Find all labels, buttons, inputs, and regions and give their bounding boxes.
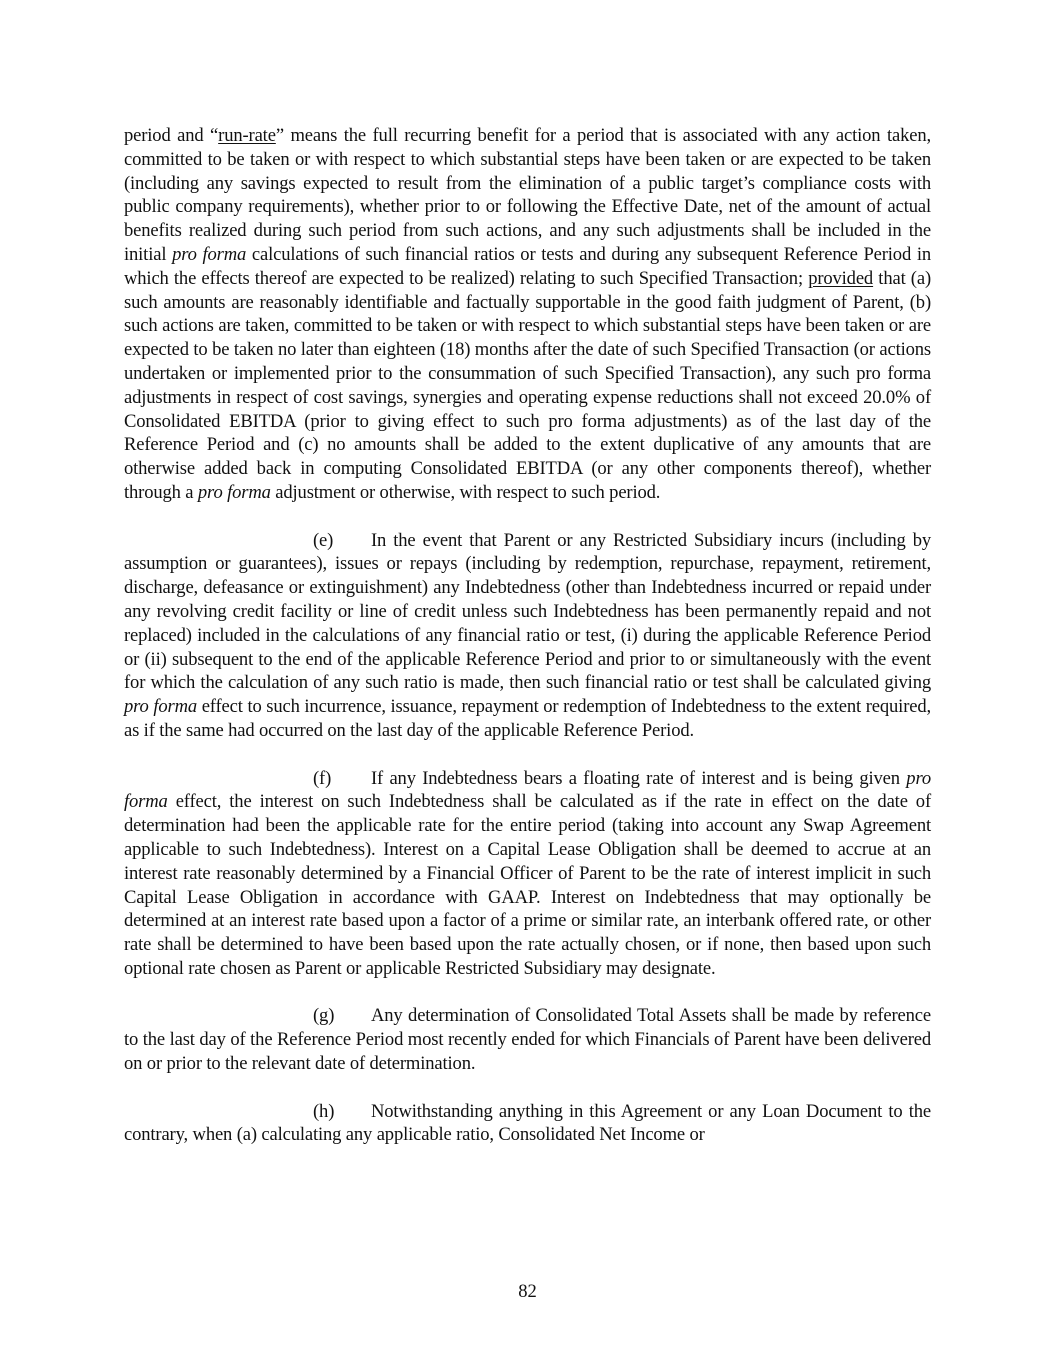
text-segment: effect to such incurrence, issuance, repayment or redemption of Indebtedness to the extent required, as if the same had occurred on the last day of the applicable Reference Period. xyxy=(124,696,931,741)
text-segment: effect, the interest on such Indebtedness shall be calculated as if the rate in effect on the date of determination had been the applicable rate for the entire period (taking into account any Swap Agreement applicable to such Indebtedness). Interest on a Capital Lease Obligation shall be deemed to accrue at an interest rate reasonably determined by a Financial Officer of Parent to be the rate of interest implicit in such Capital Lease Obligation in accordance with GAAP. Interest on Indebtedness that may optionally be determined at an interest rate based upon a factor of a prime or similar rate, an interbank offered rate, or other rate shall be determined to have been based upon the rate actually chosen, or if none, then based upon such optional rate chosen as Parent or applicable Restricted Subsidiary may designate. xyxy=(124,791,931,979)
italic-term-pro-forma: pro forma xyxy=(124,696,198,718)
page-number: 82 xyxy=(518,1281,537,1302)
text-segment: In the event that Parent or any Restricted Subsidiary incurs (including by assumption or guarantees), issues or repays (including by redemption, repurchase, repayment, retirement, discharge, defeasance or extinguishment) any Indebtedness (other than Indebtedness incurred or repaid under any revolving credit facility or line of credit unless such Indebtedness has been permanently repaid and not replaced) included in the calculations of any financial ratio or test, (i) during the applicable Reference Period or (ii) subsequent to the end of the applicable Reference Period and prior to or simultaneously with the event for which the calculation of any such ratio is made, then such financial ratio or test shall be calculated giving xyxy=(124,529,931,694)
clause-label-f: (f) xyxy=(313,767,332,789)
clause-label-g: (g) xyxy=(313,1005,335,1027)
paragraph-e xyxy=(124,529,931,743)
paragraph-f xyxy=(124,767,931,981)
text-segment: Any determination of Consolidated Total Assets shall be made by reference to the last day of the Reference Period most recently ended for which Financials of Parent have been delivered on or prior to the relevant date of determination. xyxy=(124,1005,931,1075)
defined-term-run-rate: run-rate xyxy=(218,125,276,146)
defined-term-provided: provided xyxy=(808,267,874,289)
italic-term-pro-forma: pro forma xyxy=(172,243,247,265)
clause-label-e: (e) xyxy=(313,529,334,551)
clause-label-h: (h) xyxy=(313,1100,335,1122)
paragraph-g xyxy=(124,1004,931,1075)
text-segment: ” means the full recurring benefit for a period that is associated with any action taken, committed to be taken or with respect to which substantial steps have been taken or are expected to be taken (including any savings expected to result from the elimination of a public target’s compliance costs with public company requirements), whether prior to or following the Effective Date, net of the amount of actual benefits realized during such period from such actions, and any such adjustments shall be included in the initial xyxy=(124,125,931,265)
text-segment: Notwithstanding anything in this Agreement or any Loan Document to the contrary, when (a) calculating any applicable ratio, Consolidated Net Income or xyxy=(124,1100,931,1146)
text-segment: period and “ xyxy=(124,125,219,146)
document-page xyxy=(124,124,931,1171)
text-segment: If any Indebtedness bears a floating rate of interest and is being given xyxy=(371,767,907,789)
italic-term-pro-forma: pro forma xyxy=(197,481,271,503)
text-segment: that (a) such amounts are reasonably identifiable and factually supportable in the good faith judgment of Parent, (b) such actions are taken, committed to be taken or with respect to which substantial steps have been taken or are expected to be taken no later than eighteen (18) months after the date of such Specified Transaction (or actions undertaken or implemented prior to the consummation of such Specified Transaction), any such pro forma adjustments in respect of cost savings, synergies and operating expense reductions shall not exceed 20.0% of Consolidated EBITDA (prior to giving effect to such pro forma adjustments) as of the last day of the Reference Period and (c) no amounts shall be added to the extent duplicative of any amounts that are otherwise added back in computing Consolidated EBITDA (or any other components thereof), whether through a xyxy=(124,267,931,503)
text-segment: calculations of such financial ratios or tests and during any subsequent Reference Period in which the effects thereof are expected to be realized) relating to such Specified Transaction; xyxy=(124,243,931,289)
paragraph-continuation xyxy=(124,124,931,505)
italic-term-pro-forma: pro forma xyxy=(124,767,931,813)
paragraph-h xyxy=(124,1100,931,1148)
text-segment: adjustment or otherwise, with respect to such period. xyxy=(270,481,661,503)
